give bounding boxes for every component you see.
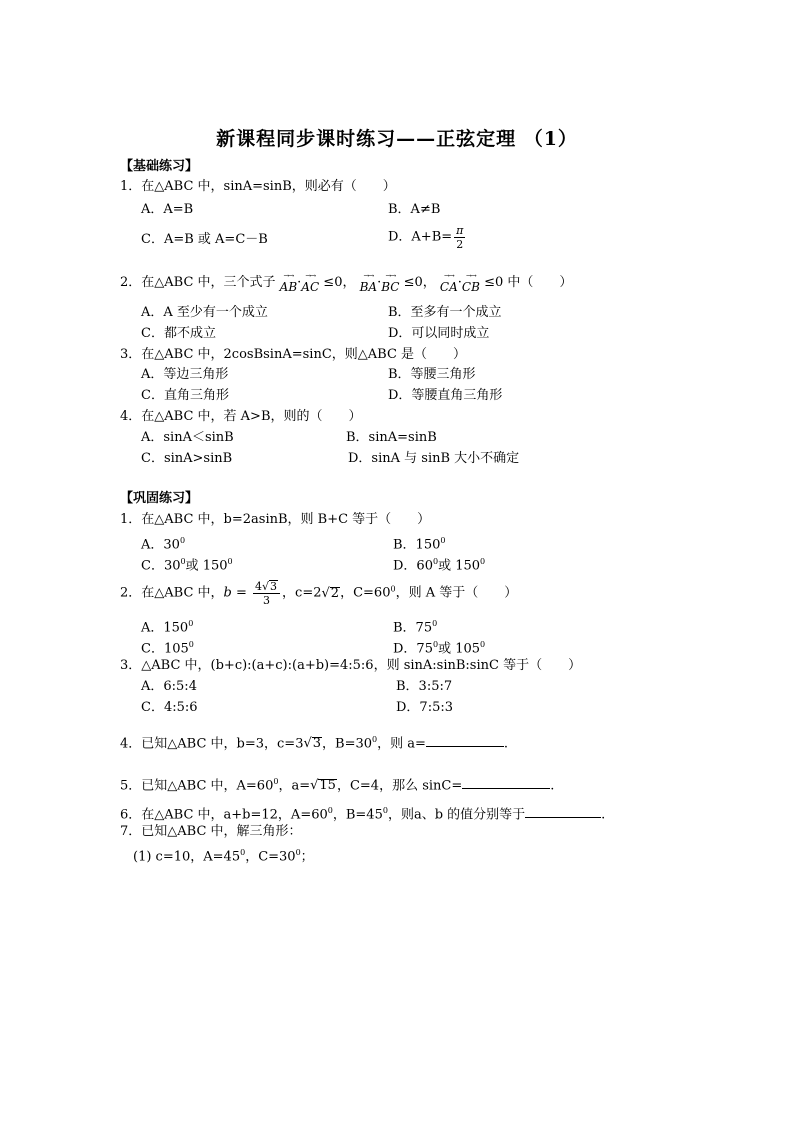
basic-q3-option-c: C．直角三角形 <box>141 388 229 403</box>
basic-q2-option-a: A．A 至少有一个成立 <box>141 305 268 320</box>
answer-blank <box>426 734 504 747</box>
cons-q3-option-a: A．6:5:4 <box>141 679 197 694</box>
basic-q4-option-a: A．sinA＜sinB <box>141 430 234 445</box>
cons-q5-stem: 5．已知△ABC 中，$A=60^0$，a=√15，C=4，那么 sinC= . <box>120 777 555 794</box>
vector-ab: →→ AB <box>279 272 298 294</box>
cons-q3-option-d: D．7:5:3 <box>396 700 453 715</box>
cons-q2-option-b: B．$75^0$ <box>393 619 438 636</box>
cons-q1-option-a: A．$30^0$ <box>141 536 186 553</box>
basic-q1-option-b: B．A≠B <box>388 202 441 217</box>
section-header-consolidate: 【巩固练习】 <box>120 491 199 506</box>
vector-ca: →→ CA <box>439 272 458 294</box>
page-title: 新课程同步课时练习——正弦定理 （1） <box>216 128 578 150</box>
cons-q1-option-d: D．$60^0$或 $150^0$ <box>393 557 486 574</box>
cons-q2-option-c: C．$105^0$ <box>141 640 194 657</box>
basic-q2-option-b: B．至多有一个成立 <box>388 305 502 320</box>
basic-q3-option-d: D．等腰直角三角形 <box>388 388 503 403</box>
vector-cb: →→ CB <box>461 272 480 294</box>
cons-q3-option-c: C．4:5:6 <box>141 700 198 715</box>
sqrt-symbol: √3 <box>262 580 278 593</box>
sqrt-symbol: √15 <box>310 778 336 794</box>
sqrt-symbol: √3 <box>303 736 322 752</box>
basic-q1-option-d: D．A+B= $\frac{\pi}{2}$ <box>388 224 464 251</box>
cons-q1-stem: 1．在△ABC 中，b=2asinB，则 B+C 等于（ ） <box>120 512 431 527</box>
cons-q4-stem: 4．已知△ABC 中，b=3，c=3√3，$B=30^0$，则 a= . <box>120 735 509 752</box>
vector-ac: →→ AC <box>301 272 320 294</box>
answer-blank <box>462 776 550 789</box>
basic-q1-option-c: C．A=B 或 A=C－B <box>141 232 268 247</box>
cons-q2-stem: 2．在△ABC 中，b = $\frac{4√3}{3}$ ，c=2√2，$C=60^0$，则 A 等于（ ） <box>120 580 518 607</box>
vector-bc: →→ BC <box>381 272 400 294</box>
cons-q3-option-b: B．3:5:7 <box>396 679 453 694</box>
cons-q7-sub1: (1) c=10，$A=45^0$，$C=30^0$； <box>133 848 314 865</box>
fraction-4-root3-over-3: $\frac{4√3}{3}$ <box>253 580 280 607</box>
cons-q3-stem: 3．△ABC 中，(b+c):(a+c):(a+b)=4:5:6，则 sinA:sinB:sinC 等于（ ） <box>120 658 582 673</box>
cons-q6-stem: 6．在△ABC 中，a+b=12，$A=60^0$，$B=45^0$，则a、b 的值分别等于 . <box>120 806 606 823</box>
fraction-pi-over-2: $\frac{\pi}{2}$ <box>456 224 464 251</box>
basic-q3-option-b: B．等腰三角形 <box>388 367 476 382</box>
cons-q2-option-a: A．$150^0$ <box>141 619 194 636</box>
basic-q2-stem: 2．在△ABC 中，三个式子 →→ AB · →→ AC ≤0， →→ BA · →→ BC ≤0， →→ CA · →→ CB ≤0 中（ ） <box>120 272 573 294</box>
basic-q4-option-b: B．sinA=sinB <box>346 430 437 445</box>
answer-blank <box>525 805 601 818</box>
cons-q1-option-c: C．$30^0$或 $150^0$ <box>141 557 233 574</box>
basic-q1-stem: 1．在△ABC 中，sinA=sinB，则必有（ ） <box>120 179 396 194</box>
basic-q3-stem: 3．在△ABC 中，2cosBsinA=sinC，则△ABC 是（ ） <box>120 347 467 362</box>
basic-q2-option-c: C．都不成立 <box>141 326 216 341</box>
cons-q7-stem: 7．已知△ABC 中，解三角形： <box>120 824 302 839</box>
cons-q1-option-b: B．$150^0$ <box>393 536 446 553</box>
basic-q4-option-d: D．sinA 与 sinB 大小不确定 <box>348 451 520 466</box>
basic-q4-stem: 4．在△ABC 中，若 A>B，则的（ ） <box>120 409 362 424</box>
sqrt-symbol: √2 <box>321 585 340 601</box>
basic-q4-option-c: C．sinA>sinB <box>141 451 233 466</box>
basic-q2-option-d: D．可以同时成立 <box>388 326 490 341</box>
basic-q3-option-a: A．等边三角形 <box>141 367 229 382</box>
basic-q1-option-a: A．A=B <box>141 202 194 217</box>
section-header-basic: 【基础练习】 <box>120 159 199 174</box>
vector-ba: →→ BA <box>359 272 378 294</box>
cons-q2-option-d: D．$75^0$或 $105^0$ <box>393 640 486 657</box>
